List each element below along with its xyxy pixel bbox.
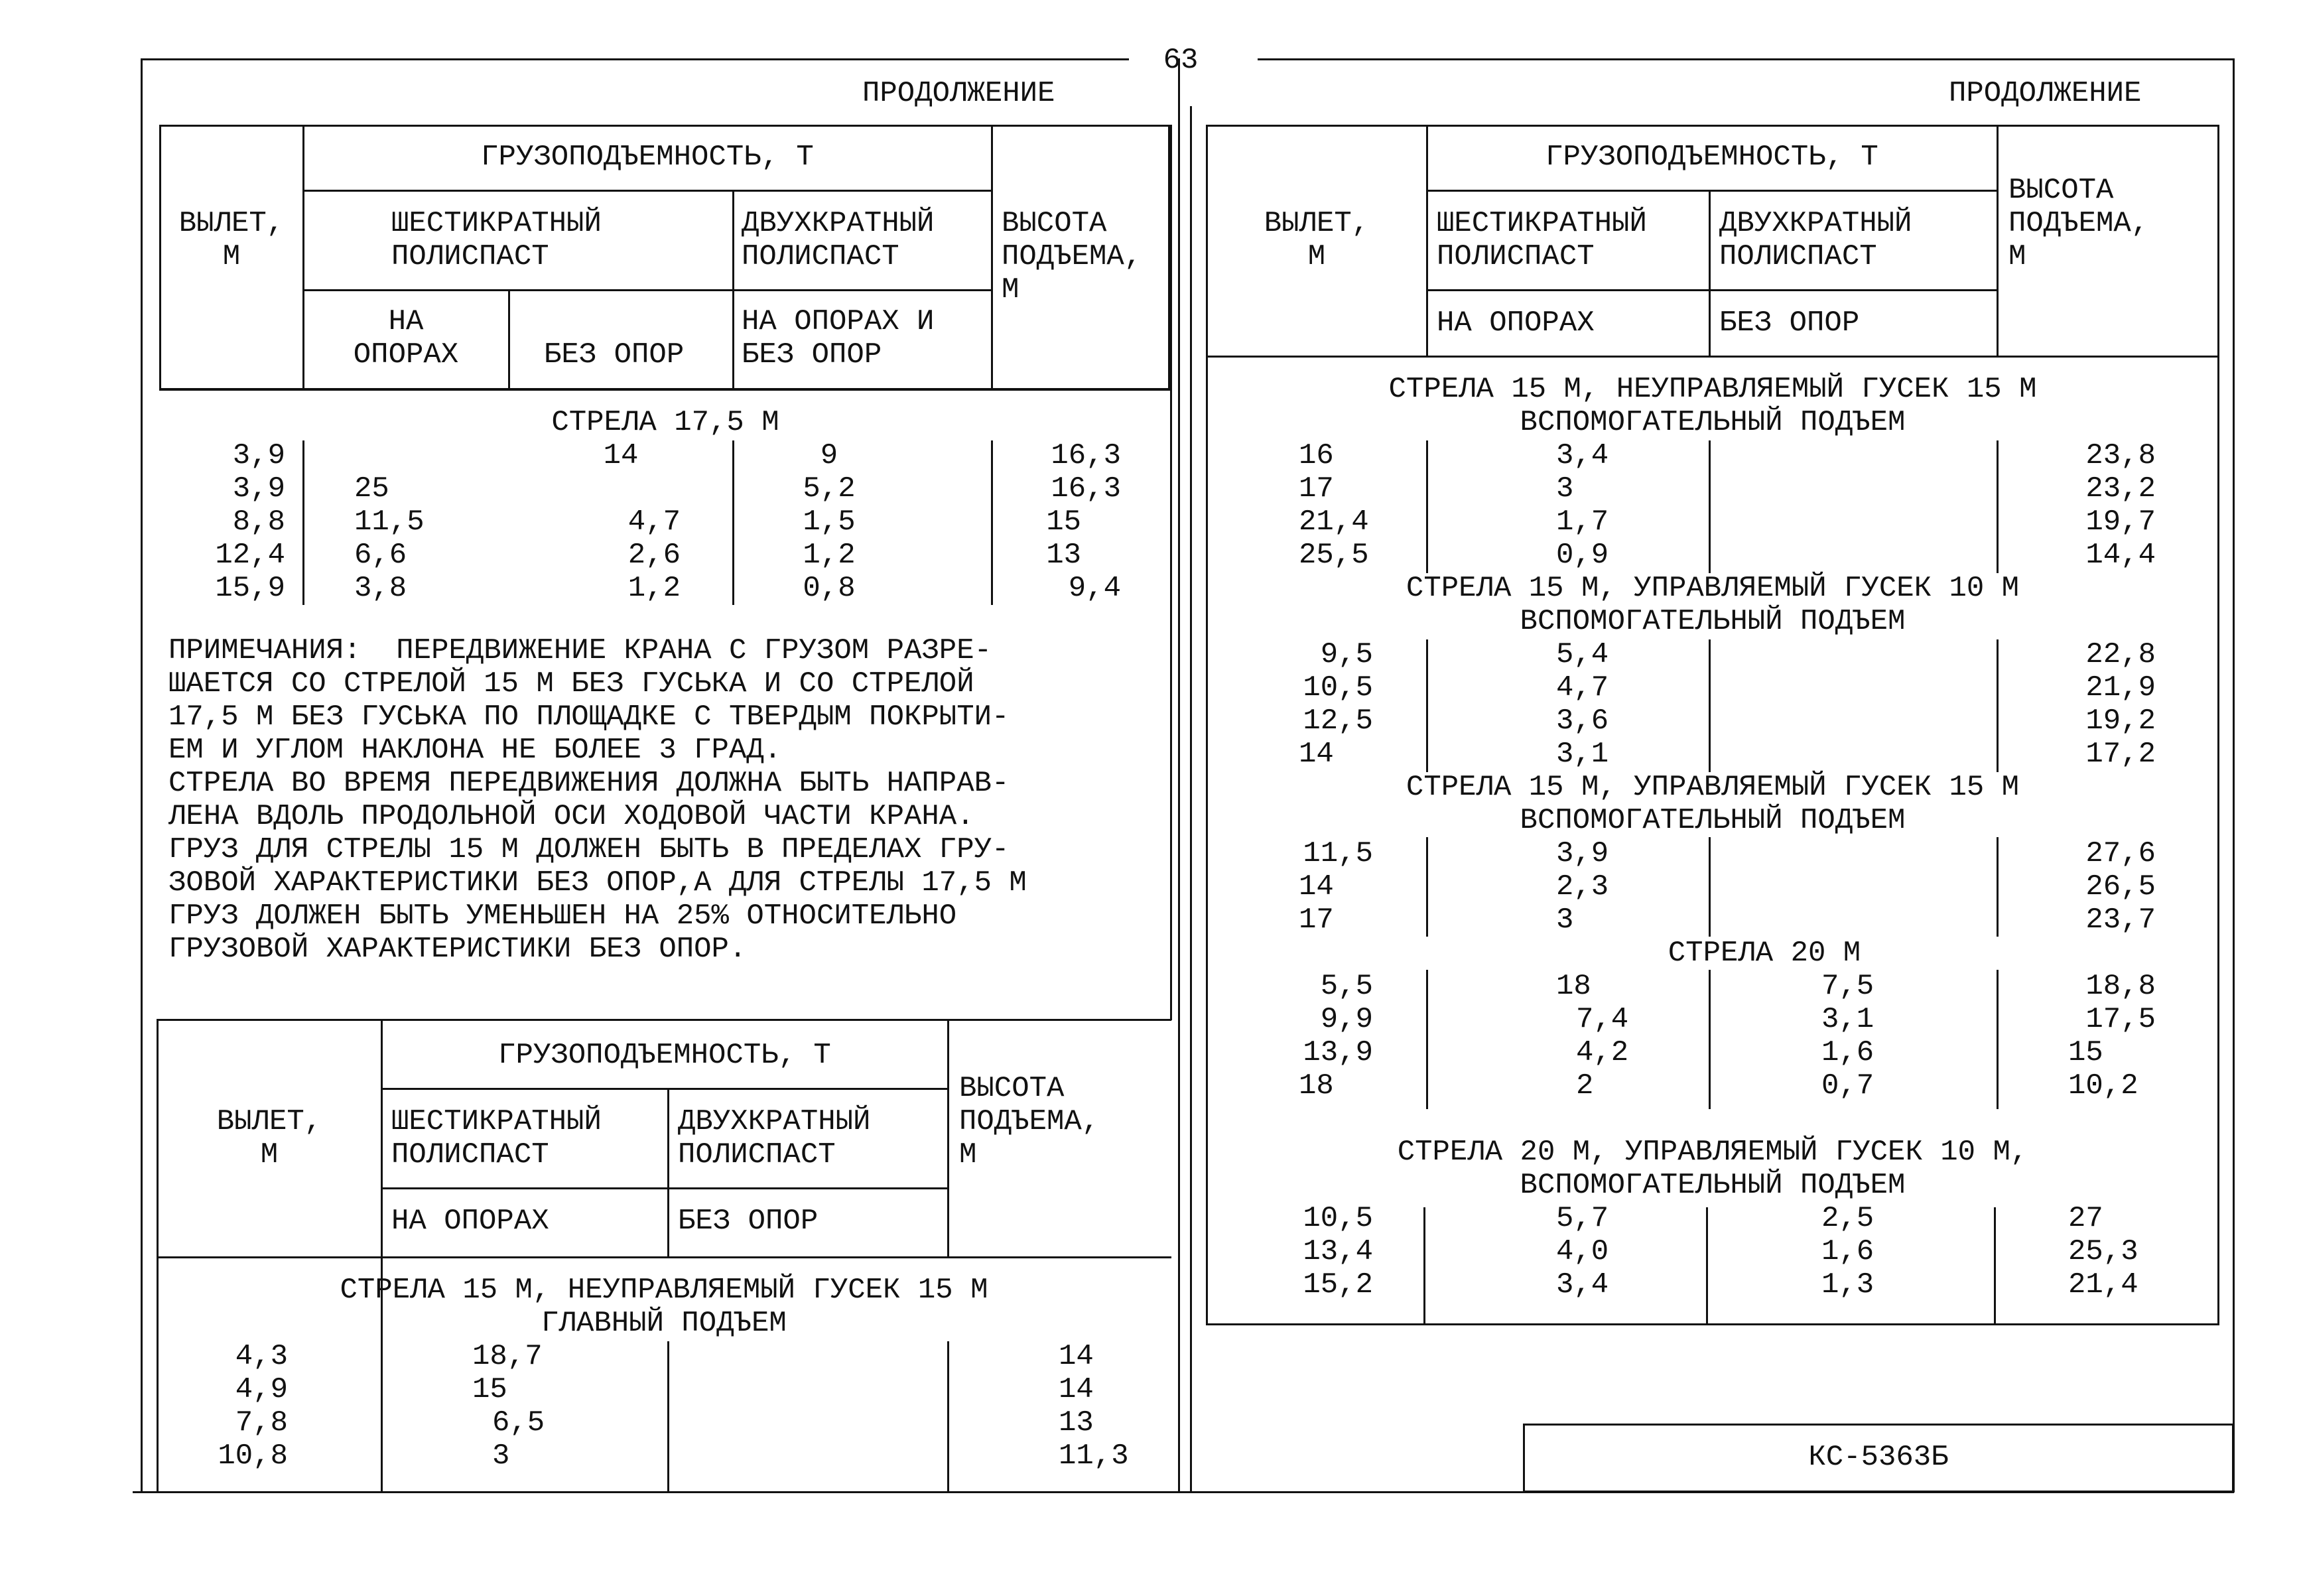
- note-line: ГРУЗ ДЛЯ СТРЕЛЫ 15 М ДОЛЖЕН БЫТЬ В ПРЕДЕЛАХ ГРУ-: [168, 833, 1010, 866]
- table-cell: 25,3: [2068, 1235, 2138, 1268]
- section-title: СТРЕЛА 20 М, УПРАВЛЯЕМЫЙ ГУСЕК 10 М,: [1397, 1136, 2028, 1169]
- header-na-i-bez: НА ОПОРАХ И БЕЗ ОПОР: [742, 305, 935, 371]
- table-cell: 9,9: [1320, 1003, 1373, 1036]
- table-cell: 6,5: [492, 1406, 545, 1439]
- table-cell: 14: [1299, 870, 1334, 903]
- section-title: СТРЕЛА 17,5 М: [551, 406, 779, 439]
- header-vylet: ВЫЛЕТ, М: [1264, 207, 1370, 273]
- table-cell: 25: [354, 472, 389, 505]
- table-cell: 2,5: [1821, 1202, 1874, 1235]
- table-cell: 7,4: [1576, 1003, 1629, 1036]
- table-cell: 26,5: [2085, 870, 2156, 903]
- table-cell: 17: [1299, 903, 1334, 937]
- table-cell: 3: [1556, 472, 1574, 505]
- header-na-oporah: НА ОПОРАХ: [1437, 306, 1595, 340]
- table-cell: 4,7: [627, 505, 681, 539]
- table-cell: 15: [2068, 1036, 2103, 1069]
- header-bez-opor: БЕЗ ОПОР: [1719, 306, 1860, 340]
- table-cell: 3: [492, 1439, 510, 1473]
- table-cell: 10,5: [1303, 1202, 1373, 1235]
- table-cell: 15,2: [1303, 1268, 1373, 1301]
- table-cell: 5,4: [1556, 638, 1609, 671]
- table-cell: 13: [1046, 539, 1081, 572]
- table-cell: 2,6: [627, 539, 681, 572]
- table-cell: 6,6: [354, 539, 407, 572]
- table-cell: 15,9: [215, 572, 285, 605]
- table-cell: 3,1: [1556, 738, 1609, 771]
- notes: [168, 634, 1027, 966]
- header-bez-opor: БЕЗ ОПОР: [678, 1205, 819, 1238]
- table-cell: 23,2: [2085, 472, 2156, 505]
- note-line: ПРИМЕЧАНИЯ: ПЕРЕДВИЖЕНИЕ КРАНА С ГРУЗОМ РАЗРЕ-: [168, 634, 992, 667]
- header-vylet: ВЫЛЕТ, М: [178, 207, 285, 273]
- table-cell: 8,8: [232, 505, 285, 539]
- table-cell: 13,9: [1303, 1036, 1373, 1069]
- header-capacity: ГРУЗОПОДЪЕМНОСТЬ, Т: [498, 1039, 831, 1072]
- header-two: ДВУХКРАТНЫЙ ПОЛИСПАСТ: [742, 207, 935, 273]
- table-cell: 18,7: [472, 1340, 543, 1373]
- note-line: ШАЕТСЯ СО СТРЕЛОЙ 15 М БЕЗ ГУСЬКА И СО СТРЕЛОЙ: [168, 667, 974, 700]
- header-vylet: ВЫЛЕТ, М: [216, 1105, 322, 1171]
- table-cell: 1,3: [1821, 1268, 1874, 1301]
- table-cell: 27,6: [2085, 837, 2156, 870]
- note-line: ЗОВОЙ ХАРАКТЕРИСТИКИ БЕЗ ОПОР,А ДЛЯ СТРЕЛЫ 17,5 М: [168, 866, 1027, 899]
- table-cell: 5,7: [1556, 1202, 1609, 1235]
- note-line: ГРУЗОВОЙ ХАРАКТЕРИСТИКИ БЕЗ ОПОР.: [168, 933, 747, 966]
- table-cell: 9,4: [1068, 572, 1121, 605]
- table-cell: 14: [1059, 1373, 1094, 1406]
- table-cell: 12,5: [1303, 704, 1373, 738]
- table-cell: 1,2: [627, 572, 681, 605]
- table-cell: 2,3: [1556, 870, 1609, 903]
- table-cell: 1,6: [1821, 1235, 1874, 1268]
- table-cell: 10,5: [1303, 671, 1373, 704]
- table-cell: 14,4: [2085, 539, 2156, 572]
- table-cell: 4,3: [235, 1340, 288, 1373]
- table-cell: 5,2: [803, 472, 856, 505]
- table-cell: 9,5: [1320, 638, 1373, 671]
- header-six: ШЕСТИКРАТНЫЙ ПОЛИСПАСТ: [1437, 207, 1647, 273]
- section-subtitle: ВСПОМОГАТЕЛЬНЫЙ ПОДЪЕМ: [1520, 406, 1906, 439]
- table-cell: 21,9: [2085, 671, 2156, 704]
- table-cell: 9: [820, 439, 838, 472]
- table-cell: 15: [472, 1373, 507, 1406]
- table-cell: 17,5: [2085, 1003, 2156, 1036]
- table-cell: 4,7: [1556, 671, 1609, 704]
- table-cell: 3,9: [232, 472, 285, 505]
- table-cell: 14: [1299, 738, 1334, 771]
- table-cell: 16: [1299, 439, 1334, 472]
- table-cell: 17: [1299, 472, 1334, 505]
- table-cell: 22,8: [2085, 638, 2156, 671]
- table-cell: 3,1: [1821, 1003, 1874, 1036]
- header-capacity: ГРУЗОПОДЪЕМНОСТЬ, Т: [481, 141, 814, 174]
- table-cell: 11,3: [1059, 1439, 1129, 1473]
- table-cell: 18: [1556, 970, 1591, 1003]
- table-cell: 1,6: [1821, 1036, 1874, 1069]
- table-cell: 13: [1059, 1406, 1094, 1439]
- table-cell: 4,9: [235, 1373, 288, 1406]
- header-six: ШЕСТИКРАТНЫЙ ПОЛИСПАСТ: [391, 207, 602, 273]
- continuation-left: ПРОДОЛЖЕНИЕ: [862, 77, 1055, 110]
- header-two: ДВУХКРАТНЫЙ ПОЛИСПАСТ: [1719, 207, 1912, 273]
- table-cell: 17,2: [2085, 738, 2156, 771]
- section-subtitle: ГЛАВНЫЙ ПОДЪЕМ: [541, 1307, 787, 1340]
- table-cell: 19,2: [2085, 704, 2156, 738]
- table-cell: 5,5: [1320, 970, 1373, 1003]
- note-line: СТРЕЛА ВО ВРЕМЯ ПЕРЕДВИЖЕНИЯ ДОЛЖНА БЫТЬ НАПРАВ-: [168, 767, 1010, 800]
- table-cell: 18: [1299, 1069, 1334, 1102]
- section-title: СТРЕЛА 15 М, УПРАВЛЯЕМЫЙ ГУСЕК 15 М: [1406, 771, 2020, 804]
- header-two: ДВУХКРАТНЫЙ ПОЛИСПАСТ: [678, 1105, 871, 1171]
- table-cell: 21,4: [1299, 505, 1369, 539]
- table-cell: 14: [1059, 1340, 1094, 1373]
- header-height: ВЫСОТА ПОДЪЕМА, М: [959, 1072, 1100, 1171]
- table-cell: 3,6: [1556, 704, 1609, 738]
- section-title: СТРЕЛА 20 М: [1668, 937, 1861, 970]
- table-cell: 3: [1556, 903, 1574, 937]
- table-cell: 3,8: [354, 572, 407, 605]
- table-cell: 23,8: [2085, 439, 2156, 472]
- section-title: СТРЕЛА 15 М, НЕУПРАВЛЯЕМЫЙ ГУСЕК 15 М: [340, 1274, 988, 1307]
- page-number: 63: [1163, 44, 1199, 77]
- table-cell: 0,7: [1821, 1069, 1874, 1102]
- header-bez-opor: БЕЗ ОПОР: [544, 338, 685, 371]
- table-cell: 11,5: [354, 505, 425, 539]
- table-cell: 25,5: [1299, 539, 1369, 572]
- table-cell: 2: [1576, 1069, 1594, 1102]
- header-na-oporah: НА ОПОРАХ: [353, 305, 459, 371]
- note-line: ГРУЗ ДОЛЖЕН БЫТЬ УМЕНЬШЕН НА 25% ОТНОСИТЕЛЬНО: [168, 899, 957, 933]
- table-cell: 12,4: [215, 539, 285, 572]
- header-height: ВЫСОТА ПОДЪЕМА, М: [1002, 207, 1142, 306]
- table-cell: 19,7: [2085, 505, 2156, 539]
- table-cell: 7,5: [1821, 970, 1874, 1003]
- header-na-oporah: НА ОПОРАХ: [391, 1205, 549, 1238]
- note-line: ЕМ И УГЛОМ НАКЛОНА НЕ БОЛЕЕ 3 ГРАД.: [168, 734, 782, 767]
- table-cell: 13,4: [1303, 1235, 1373, 1268]
- section-subtitle: ВСПОМОГАТЕЛЬНЫЙ ПОДЪЕМ: [1520, 1169, 1906, 1202]
- table-cell: 10,2: [2068, 1069, 2138, 1102]
- table-cell: 7,8: [235, 1406, 288, 1439]
- table-cell: 3,9: [232, 439, 285, 472]
- table-cell: 23,7: [2085, 903, 2156, 937]
- table-cell: 27: [2068, 1202, 2103, 1235]
- header-six: ШЕСТИКРАТНЫЙ ПОЛИСПАСТ: [391, 1105, 602, 1171]
- table-cell: 3,9: [1556, 837, 1609, 870]
- table-cell: 14: [603, 439, 639, 472]
- section-title: СТРЕЛА 15 М, НЕУПРАВЛЯЕМЫЙ ГУСЕК 15 М: [1388, 373, 2037, 406]
- table-cell: 1,2: [803, 539, 856, 572]
- table-cell: 0,9: [1556, 539, 1609, 572]
- table-cell: 15: [1046, 505, 1081, 539]
- crane-model-label: КС-5363Б: [1808, 1441, 1949, 1474]
- table-cell: 4,0: [1556, 1235, 1609, 1268]
- section-title: СТРЕЛА 15 М, УПРАВЛЯЕМЫЙ ГУСЕК 10 М: [1406, 572, 2020, 605]
- table-cell: 4,2: [1576, 1036, 1629, 1069]
- note-line: ЛЕНА ВДОЛЬ ПРОДОЛЬНОЙ ОСИ ХОДОВОЙ ЧАСТИ КРАНА.: [168, 800, 974, 833]
- table-cell: 18,8: [2085, 970, 2156, 1003]
- table-cell: 10,8: [218, 1439, 288, 1473]
- header-capacity: ГРУЗОПОДЪЕМНОСТЬ, Т: [1545, 141, 1878, 174]
- table-cell: 3,4: [1556, 439, 1609, 472]
- table-cell: 1,7: [1556, 505, 1609, 539]
- table-cell: 16,3: [1051, 439, 1121, 472]
- continuation-right: ПРОДОЛЖЕНИЕ: [1949, 77, 2142, 110]
- table-cell: 3,4: [1556, 1268, 1609, 1301]
- table-cell: 1,5: [803, 505, 856, 539]
- table-cell: 11,5: [1303, 837, 1373, 870]
- header-height: ВЫСОТА ПОДЪЕМА, М: [2008, 174, 2149, 273]
- table-cell: 16,3: [1051, 472, 1121, 505]
- section-subtitle: ВСПОМОГАТЕЛЬНЫЙ ПОДЪЕМ: [1520, 605, 1906, 638]
- table-cell: 21,4: [2068, 1268, 2138, 1301]
- note-line: 17,5 М БЕЗ ГУСЬКА ПО ПЛОЩАДКЕ С ТВЕРДЫМ ПОКРЫТИ-: [168, 700, 1010, 734]
- table-cell: 0,8: [803, 572, 856, 605]
- section-subtitle: ВСПОМОГАТЕЛЬНЫЙ ПОДЪЕМ: [1520, 804, 1906, 837]
